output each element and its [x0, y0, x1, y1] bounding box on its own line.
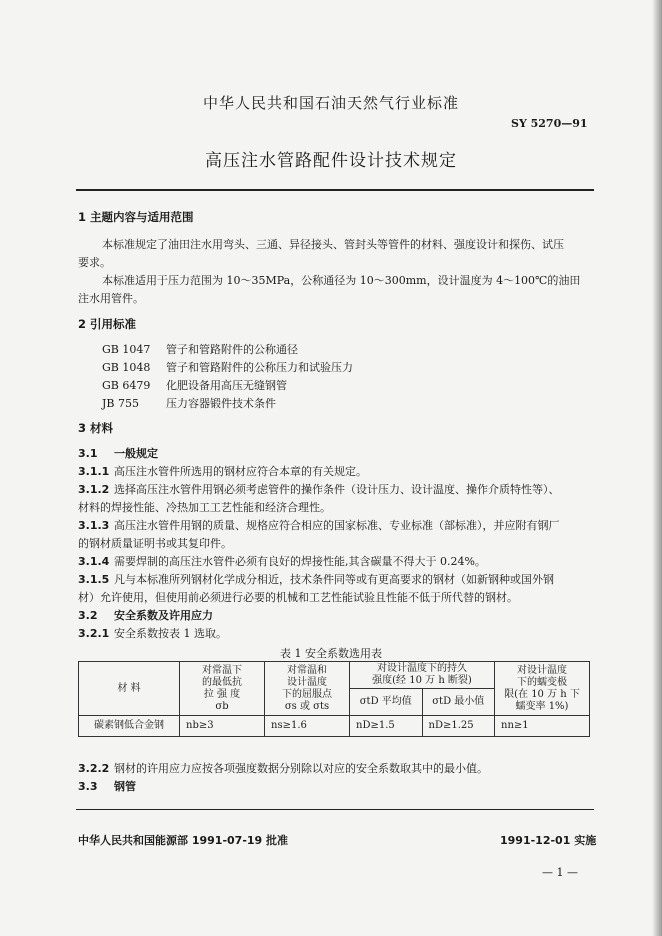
reference-code: GB 6479 [102, 379, 151, 392]
header-avg: σtD 平均值 [350, 689, 423, 716]
header-line: 蠕变率 1%) [515, 700, 569, 712]
clause-number: 3.2 [78, 609, 98, 622]
subsection-3-2 [78, 607, 213, 623]
standard-title: 中华人民共和国石油天然气行业标准 [202, 94, 459, 112]
header-line: σb [215, 700, 229, 712]
reference-title: 化肥设备用高压无缝钢管 [166, 379, 287, 392]
clause-3-1-2 [78, 481, 560, 497]
header-line: 对设计温度下的持久 [377, 663, 467, 674]
header-tensile [180, 662, 265, 716]
section-3-heading: 3 材料 [78, 421, 114, 435]
clause-text: 高压注水管件所选用的钢材应符合本章的有关规定。 [114, 465, 367, 478]
header-line: 的最低抗 [202, 676, 242, 688]
clause-number: 3.1.2 [78, 483, 110, 496]
page-number: — 1 — [542, 866, 578, 879]
reference-item [102, 341, 298, 357]
page-edge-shadow [652, 0, 662, 936]
clause-number: 3.3 [78, 780, 98, 793]
clause-3-1-2-cont: 材料的焊接性能、冷热加工工艺性能和经济合理性。 [78, 501, 331, 514]
cell-min: nD≥1.25 [422, 716, 495, 737]
clause-text: 凡与本标准所列钢材化学成分相近，技术条件同等或有更高要求的钢材（如新钢种或国外钢 [114, 573, 554, 586]
header-line: 设计温度 [287, 676, 327, 688]
clause-number: 3.1.5 [78, 573, 110, 586]
reference-code: GB 1047 [102, 343, 151, 356]
s1-p1-line1: 本标准规定了油田注水用弯头、三通、异径接头、管封头等管件的材料、强度设计和探伤、试压 [102, 238, 564, 251]
s1-p2-line2: 注水用管件。 [78, 292, 144, 305]
subsection-title: 钢管 [114, 780, 136, 793]
header-line: 下的蠕变极 [517, 676, 567, 688]
clause-number: 3.1.1 [78, 465, 110, 478]
header-line: 下的屈服点 [282, 688, 332, 700]
cell-creep: nn≥1 [495, 716, 590, 737]
header-line: 强度(经 10 万 h 断裂) [372, 675, 472, 686]
cell-material: 碳素钢低合金钢 [79, 716, 180, 737]
header-line: 对常温和 [287, 664, 327, 676]
safety-factor-table [78, 661, 590, 737]
clause-text: 需要焊制的高压注水管件必须有良好的焊接性能,其含碳量不得大于 0.24%。 [114, 555, 486, 568]
clause-text: 高压注水管件用钢的质量、规格应符合相应的国家标准、专业标准（部标准），并应附有钢厂 [114, 519, 560, 532]
table-header-row [79, 662, 590, 689]
standard-code: SY 5270—91 [511, 117, 588, 130]
clause-number: 3.2.2 [78, 762, 110, 775]
header-creep [495, 662, 590, 716]
cell-avg: nD≥1.5 [350, 716, 423, 737]
reference-code: JB 755 [102, 397, 139, 410]
reference-item [102, 395, 276, 411]
reference-code: GB 1048 [102, 361, 151, 374]
header-line: 拉 强 度 [203, 688, 241, 700]
clause-3-1-3-cont: 的钢材质量证明书或其复印件。 [78, 537, 232, 550]
footer-rule [76, 809, 594, 810]
header-line: 限(在 10 万 h 下 [504, 688, 580, 700]
s1-p2-line1: 本标准适用于压力范围为 10～35MPa，公称通径为 10～300mm，设计温度为 4～100℃的油田 [102, 274, 581, 287]
header-min: σtD 最小值 [422, 689, 495, 716]
header-line: 对常温下 [202, 664, 242, 676]
clause-number: 3.1 [78, 447, 98, 460]
clause-3-2-2 [78, 760, 488, 776]
header-material: 材 料 [79, 662, 180, 716]
cell-tensile: nb≥3 [180, 716, 265, 737]
section-1-heading: 1 主题内容与适用范围 [78, 210, 194, 224]
header-endurance [350, 662, 495, 689]
clause-3-1-3 [78, 517, 560, 533]
clause-number: 3.1.4 [78, 555, 110, 568]
subsection-title: 安全系数及许用应力 [114, 609, 213, 622]
cell-yield: ns≥1.6 [265, 716, 350, 737]
subsection-3-3 [78, 778, 136, 794]
table-row [79, 716, 590, 737]
reference-item [102, 359, 353, 375]
section-2-heading: 2 引用标准 [78, 317, 137, 331]
header-line: σs 或 σts [284, 700, 330, 712]
effective-date: 1991-12-01 实施 [500, 834, 597, 847]
header-yield [265, 662, 350, 716]
clause-3-1-5-cont: 材）允许使用，但使用前必须进行必要的机械和工艺性能试验且性能不低于所代替的钢材。 [78, 591, 518, 604]
reference-title: 管子和管路附件的公称压力和试验压力 [166, 361, 353, 374]
header-line: 对设计温度 [517, 664, 567, 676]
approval-line: 中华人民共和国能源部 1991-07-19 批准 [78, 834, 289, 847]
clause-3-2-1 [78, 625, 227, 641]
table-caption: 表 1 安全系数选用表 [280, 647, 382, 660]
clause-text: 安全系数按表 1 选取。 [114, 627, 227, 640]
header-rule [76, 189, 594, 191]
subsection-title: 一般规定 [114, 447, 158, 460]
clause-3-1-1 [78, 463, 367, 479]
clause-text: 钢材的许用应力应按各项强度数据分别除以对应的安全系数取其中的最小值。 [114, 762, 488, 775]
reference-title: 压力容器锻件技术条件 [166, 397, 276, 410]
reference-title: 管子和管路附件的公称通径 [166, 343, 298, 356]
document-title: 高压注水管路配件设计技术规定 [205, 151, 457, 171]
clause-text: 选择高压注水管件用钢必须考虑管件的操作条件（设计压力、设计温度、操作介质特性等）、 [114, 483, 560, 496]
clause-3-1-5 [78, 571, 554, 587]
subsection-3-1 [78, 445, 158, 461]
s1-p1-line2: 要求。 [78, 256, 111, 269]
clause-number: 3.1.3 [78, 519, 110, 532]
clause-3-1-4 [78, 553, 486, 569]
reference-item [102, 377, 287, 393]
clause-number: 3.2.1 [78, 627, 110, 640]
